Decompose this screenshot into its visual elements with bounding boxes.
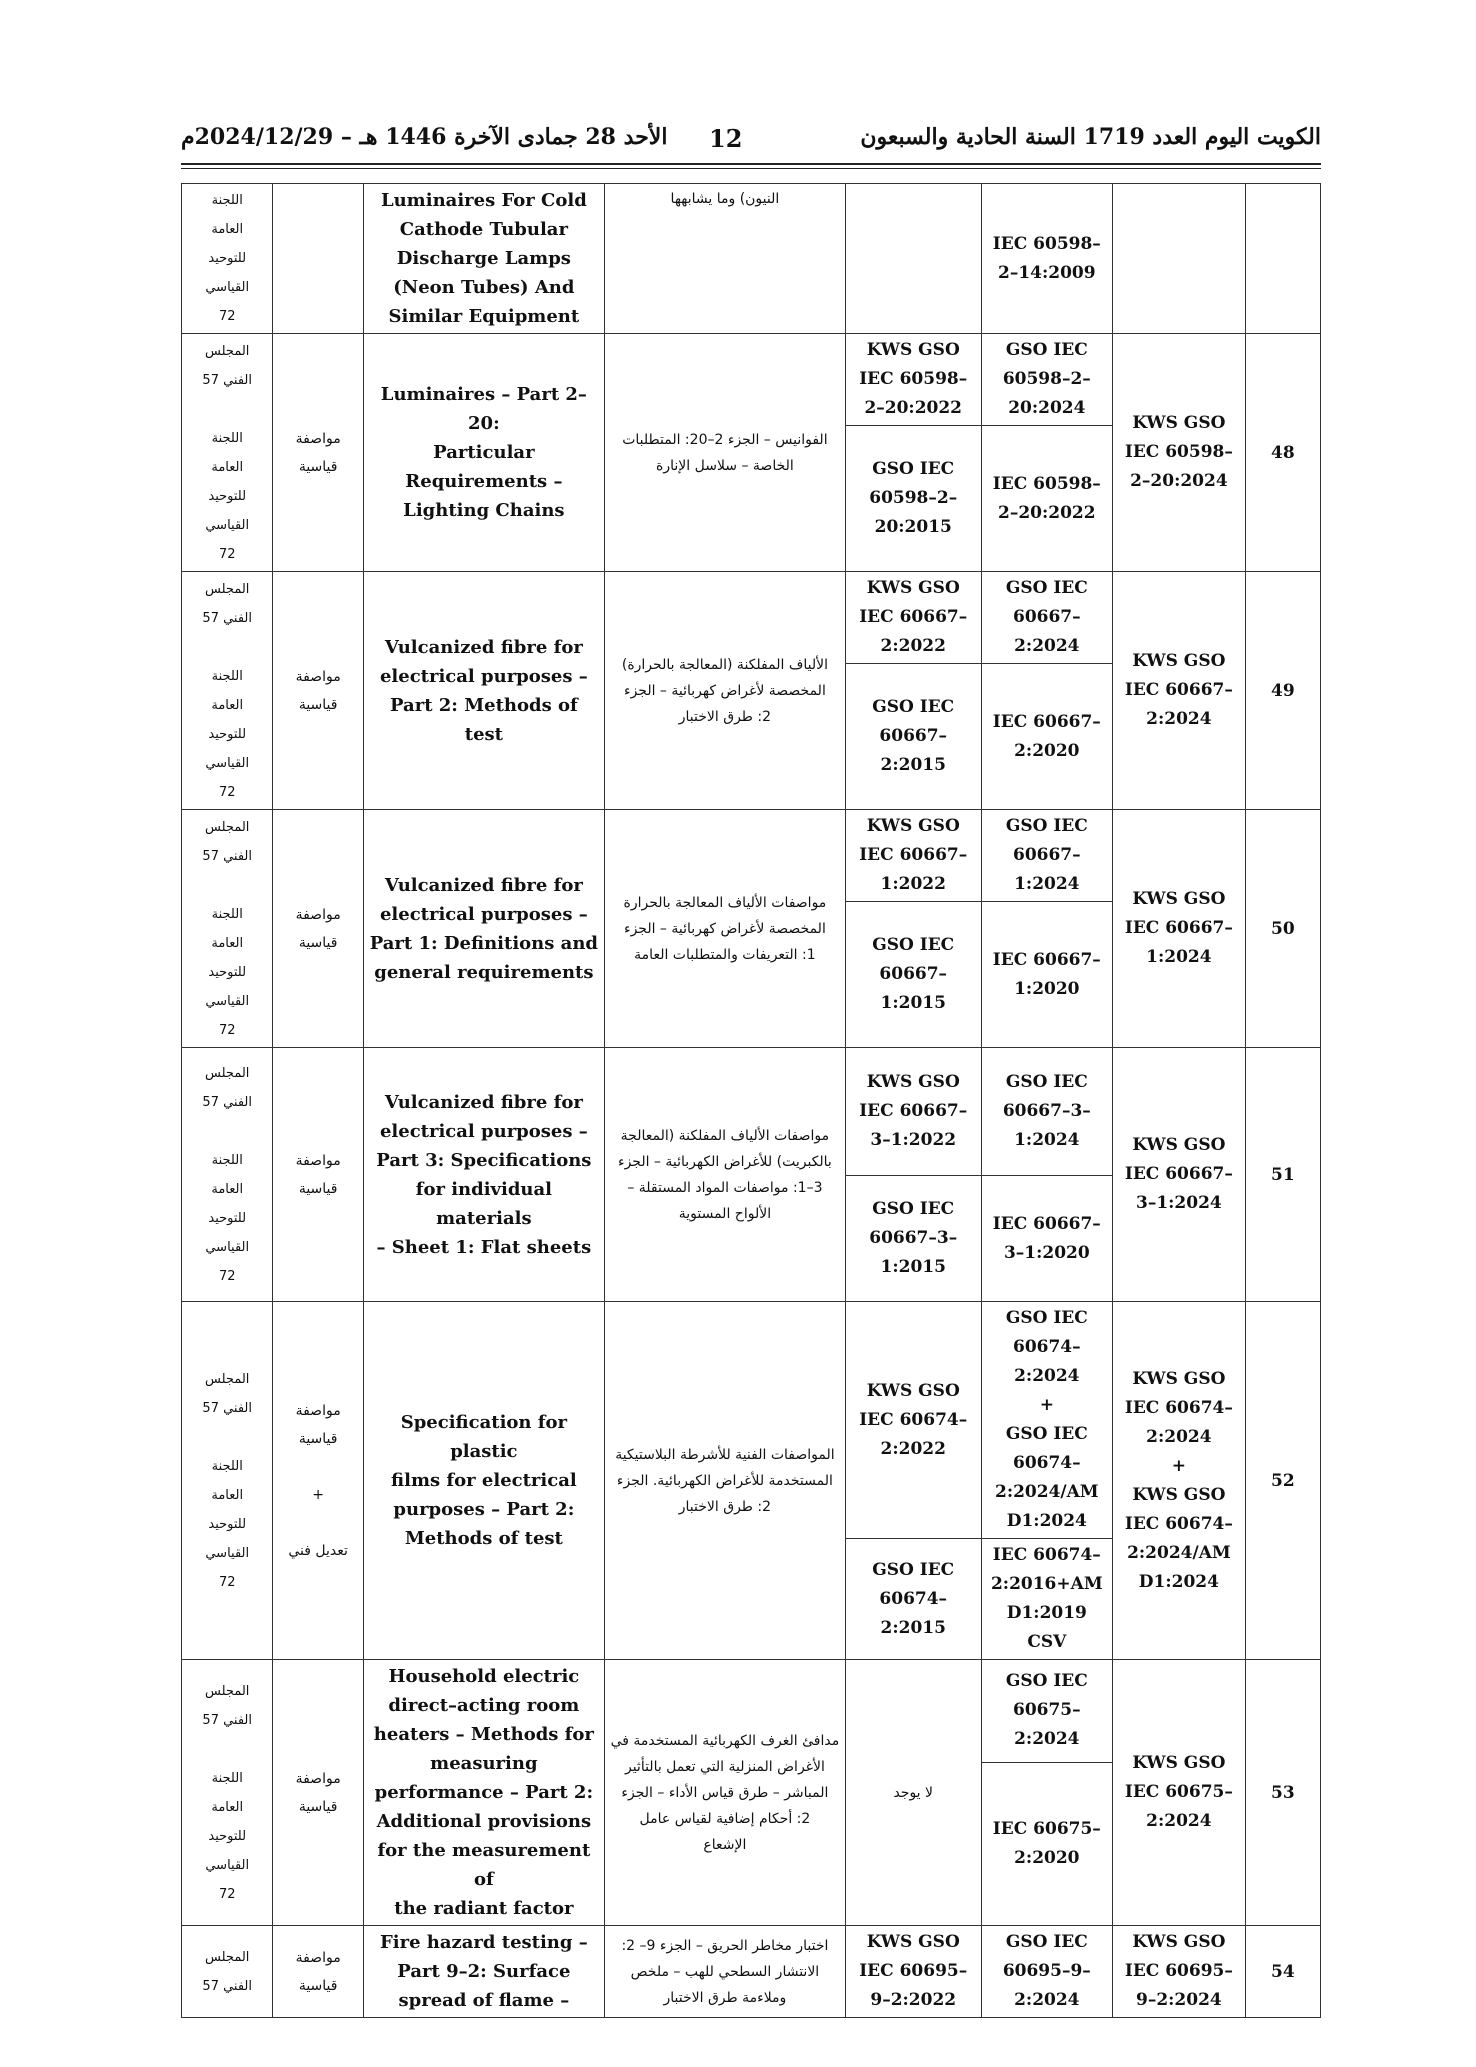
gso-standard-base: IEC 60598– 2–20:2022 bbox=[981, 426, 1113, 572]
kws-standard: KWS GSO IEC 60675– 2:2024 bbox=[1113, 1660, 1246, 1926]
table-row bbox=[182, 1926, 1321, 2018]
standard-type: مواصفة قياسية bbox=[273, 572, 363, 810]
reference-standard-previous: GSO IEC 60667– 1:2015 bbox=[845, 902, 981, 1048]
page-header bbox=[181, 118, 1321, 160]
page-number: 12 bbox=[709, 124, 743, 153]
english-title: Fire hazard testing – Part 9–2: Surface spread of flame – bbox=[363, 1926, 604, 2018]
gso-standard: GSO IEC 60598–2– 20:2024 bbox=[981, 334, 1113, 426]
table-row bbox=[182, 1660, 1321, 1763]
committee: المجلس الفني 57 اللجنة العامة للتوحيد القياسي 72 bbox=[182, 1660, 273, 1926]
standard-type: مواصفة قياسية bbox=[273, 1660, 363, 1926]
committee: المجلس الفني 57 اللجنة العامة للتوحيد القياسي 72 bbox=[182, 810, 273, 1048]
committee: المجلس الفني 57 bbox=[182, 1926, 273, 2018]
standard-type bbox=[273, 184, 363, 334]
gso-standard: GSO IEC 60667– 2:2024 bbox=[981, 572, 1113, 664]
standard-type: مواصفة قياسية bbox=[273, 334, 363, 572]
standard-type: مواصفة قياسية bbox=[273, 810, 363, 1048]
english-title: Luminaires For Cold Cathode Tubular Discharge Lamps (Neon Tubes) And Similar Equipment bbox=[363, 184, 604, 334]
committee: المجلس الفني 57 اللجنة العامة للتوحيد القياسي 72 bbox=[182, 572, 273, 810]
english-title: Luminaires – Part 2–20: Particular Requirements – Lighting Chains bbox=[363, 334, 604, 572]
table-row bbox=[182, 810, 1321, 902]
gso-standard: GSO IEC 60667– 1:2024 bbox=[981, 810, 1113, 902]
gso-standard: IEC 60598– 2–14:2009 bbox=[981, 184, 1113, 334]
gso-standard-base: IEC 60674– 2:2016+AM D1:2019 CSV bbox=[981, 1539, 1113, 1660]
standard-type: مواصفة قياسية + تعديل فني bbox=[273, 1302, 363, 1660]
reference-standard: KWS GSO IEC 60598– 2–20:2022 bbox=[845, 334, 981, 426]
table-row bbox=[182, 1302, 1321, 1539]
row-number: 53 bbox=[1245, 1660, 1320, 1926]
gso-standard: GSO IEC 60674– 2:2024 + GSO IEC 60674– 2:2024/AM D1:2024 bbox=[981, 1302, 1113, 1539]
kws-standard: KWS GSO IEC 60667– 1:2024 bbox=[1113, 810, 1246, 1048]
arabic-title: النيون) وما يشابهها bbox=[604, 184, 845, 334]
row-number: 54 bbox=[1245, 1926, 1320, 2018]
issue-date: الأحد 28 جمادى الآخرة 1446 هـ – 2024/12/29م bbox=[181, 124, 668, 150]
reference-standard-previous: GSO IEC 60598–2– 20:2015 bbox=[845, 426, 981, 572]
gso-standard: GSO IEC 60675– 2:2024 bbox=[981, 1660, 1113, 1763]
gso-standard-base: IEC 60675– 2:2020 bbox=[981, 1762, 1113, 1925]
arabic-title: الفوانيس – الجزء 2–20: المتطلبات الخاصة – سلاسل الإنارة bbox=[604, 334, 845, 572]
reference-standard bbox=[845, 184, 981, 334]
table-row bbox=[182, 1048, 1321, 1176]
gso-standard-base: IEC 60667– 1:2020 bbox=[981, 902, 1113, 1048]
gso-standard: GSO IEC 60695–9– 2:2024 bbox=[981, 1926, 1113, 2018]
reference-standard: KWS GSO IEC 60695– 9–2:2022 bbox=[845, 1926, 981, 2018]
committee: المجلس الفني 57 اللجنة العامة للتوحيد القياسي 72 bbox=[182, 1302, 273, 1660]
row-number: 52 bbox=[1245, 1302, 1320, 1660]
kws-standard: KWS GSO IEC 60667– 3–1:2024 bbox=[1113, 1048, 1246, 1302]
arabic-title: المواصفات الفنية للأشرطة البلاستيكية المستخدمة للأغراض الكهربائية. الجزء 2: طرق الاختبار bbox=[604, 1302, 845, 1660]
kws-standard: KWS GSO IEC 60667– 2:2024 bbox=[1113, 572, 1246, 810]
english-title: Specification for plastic films for electrical purposes – Part 2: Methods of test bbox=[363, 1302, 604, 1660]
kws-standard bbox=[1113, 184, 1246, 334]
arabic-title: مدافئ الغرف الكهربائية المستخدمة في الأغراض المنزلية التي تعمل بالتأثير المباشر – طرق قياس الأداء – الجزء 2: أحكام إضافية لقياس عامل الإشعاع bbox=[604, 1660, 845, 1926]
arabic-title: مواصفات الألياف المعالجة بالحرارة المخصصة لأغراض كهربائية – الجزء 1: التعريفات والمتطلبات العامة bbox=[604, 810, 845, 1048]
committee: اللجنة العامة للتوحيد القياسي 72 bbox=[182, 184, 273, 334]
reference-standard-previous: GSO IEC 60674– 2:2015 bbox=[845, 1539, 981, 1660]
table-row bbox=[182, 184, 1321, 334]
reference-standard: KWS GSO IEC 60667– 1:2022 bbox=[845, 810, 981, 902]
row-number: 49 bbox=[1245, 572, 1320, 810]
kws-standard: KWS GSO IEC 60598– 2–20:2024 bbox=[1113, 334, 1246, 572]
standard-type: مواصفة قياسية bbox=[273, 1926, 363, 2018]
reference-standard: KWS GSO IEC 60667– 3–1:2022 bbox=[845, 1048, 981, 1176]
arabic-title: اختبار مخاطر الحريق – الجزء 9– 2: الانتشار السطحي للهب – ملخص وملاءمة طرق الاختبار bbox=[604, 1926, 845, 2018]
reference-standard: KWS GSO IEC 60667– 2:2022 bbox=[845, 572, 981, 664]
row-number: 50 bbox=[1245, 810, 1320, 1048]
english-title: Vulcanized fibre for electrical purposes – Part 3: Specifications for individual materials – Sheet 1: Flat sheets bbox=[363, 1048, 604, 1302]
newspaper-issue-info: الكويت اليوم العدد 1719 السنة الحادية والسبعون bbox=[860, 124, 1321, 150]
arabic-title: الألياف المفلكنة (المعالجة بالحرارة) المخصصة لأغراض كهربائية – الجزء 2: طرق الاختبار bbox=[604, 572, 845, 810]
header-rule bbox=[181, 163, 1321, 165]
arabic-title: مواصفات الألياف المفلكنة (المعالجة بالكبريت) للأغراض الكهربائية – الجزء 3–1: مواصفات المواد المستقلة – الألواح المستوية bbox=[604, 1048, 845, 1302]
gso-standard-base: IEC 60667– 3–1:2020 bbox=[981, 1176, 1113, 1302]
table-row bbox=[182, 334, 1321, 426]
kws-standard: KWS GSO IEC 60674– 2:2024 + KWS GSO IEC 60674– 2:2024/AM D1:2024 bbox=[1113, 1302, 1246, 1660]
row-number bbox=[1245, 184, 1320, 334]
reference-standard: لا يوجد bbox=[845, 1660, 981, 1926]
committee: المجلس الفني 57 اللجنة العامة للتوحيد القياسي 72 bbox=[182, 334, 273, 572]
row-number: 48 bbox=[1245, 334, 1320, 572]
table-row bbox=[182, 572, 1321, 664]
committee: المجلس الفني 57 اللجنة العامة للتوحيد القياسي 72 bbox=[182, 1048, 273, 1302]
reference-standard-previous: GSO IEC 60667– 2:2015 bbox=[845, 664, 981, 810]
reference-standard-previous: GSO IEC 60667–3– 1:2015 bbox=[845, 1176, 981, 1302]
english-title: Household electric direct–acting room heaters – Methods for measuring performance – Part 2: Additional provisions for the measurement of the radiant factor bbox=[363, 1660, 604, 1926]
english-title: Vulcanized fibre for electrical purposes – Part 2: Methods of test bbox=[363, 572, 604, 810]
row-number: 51 bbox=[1245, 1048, 1320, 1302]
header-rule-thin bbox=[181, 168, 1321, 169]
standard-type: مواصفة قياسية bbox=[273, 1048, 363, 1302]
reference-standard: KWS GSO IEC 60674– 2:2022 bbox=[845, 1302, 981, 1539]
english-title: Vulcanized fibre for electrical purposes – Part 1: Definitions and general requirements bbox=[363, 810, 604, 1048]
gso-standard: GSO IEC 60667–3– 1:2024 bbox=[981, 1048, 1113, 1176]
gso-standard-base: IEC 60667– 2:2020 bbox=[981, 664, 1113, 810]
kws-standard: KWS GSO IEC 60695– 9–2:2024 bbox=[1113, 1926, 1246, 2018]
standards-table bbox=[181, 183, 1321, 2018]
